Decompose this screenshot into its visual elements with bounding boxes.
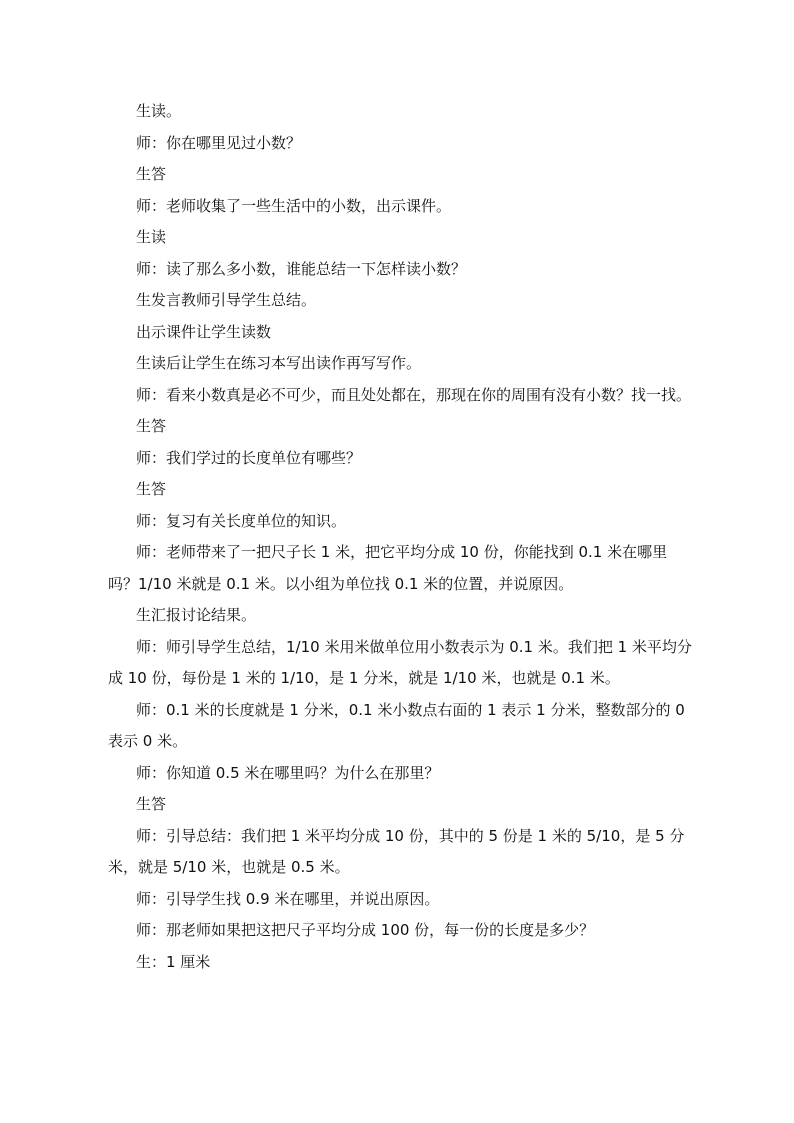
document-body [108,96,696,978]
paragraph: 师：老师收集了一些生活中的小数，出示课件。 [136,196,452,215]
paragraph: 师：老师带来了一把尺子长 1 米，把它平均分成 10 份，你能找到 0.1 米在哪里吗？1/10 米就是 0.1 米。以小组为单位找 0.1 米的位置，并说原因。 [108,543,668,593]
paragraph: 生：1 厘米 [136,952,211,971]
paragraph: 师：你知道 0.5 米在哪里吗？为什么在那里？ [136,763,440,782]
paragraph: 生汇报讨论结果。 [136,606,257,624]
paragraph: 师：读了那么多小数，谁能总结一下怎样读小数？ [136,259,467,278]
paragraph: 师：那老师如果把这把尺子平均分成 100 份，每一份的长度是多少？ [136,921,595,939]
paragraph: 师：师引导学生总结，1/10 米用米做单位用小数表示为 0.1 米。我们把 1 米平均分成 10 份，每份是 1 米的 1/10，是 1 分米，就是 1/10 米，也就是 0.1 米。 [108,637,692,687]
paragraph: 师：我们学过的长度单位有哪些？ [136,448,362,467]
paragraph: 生答 [136,795,167,813]
paragraph: 生读后让学生在练习本写出读作再写写作。 [136,354,422,372]
paragraph: 师：你在哪里见过小数？ [136,133,302,152]
paragraph: 师：引导学生找 0.9 米在哪里，并说出原因。 [136,889,440,908]
paragraph: 生答 [136,480,167,498]
paragraph: 生答 [136,165,167,183]
paragraph: 师：看来小数真是必不可少，而且处处都在，那现在你的周围有没有小数？找一找。 [136,385,692,404]
paragraph: 生发言教师引导学生总结。 [136,291,317,309]
paragraph: 师：0.1 米的长度就是 1 分米，0.1 米小数点右面的 1 表示 1 分米，整数部分的 0 表示 0 米。 [108,700,685,750]
paragraph: 生读。 [136,102,182,120]
paragraph: 师：复习有关长度单位的知识。 [136,511,347,530]
paragraph: 生答 [136,417,167,435]
paragraph: 生读 [136,228,167,246]
paragraph: 师：引导总结：我们把 1 米平均分成 10 份，其中的 5 份是 1 米的 5/10，是 5 分米，就是 5/10 米，也就是 0.5 米。 [108,826,685,876]
paragraph: 出示课件让学生读数 [136,322,272,341]
